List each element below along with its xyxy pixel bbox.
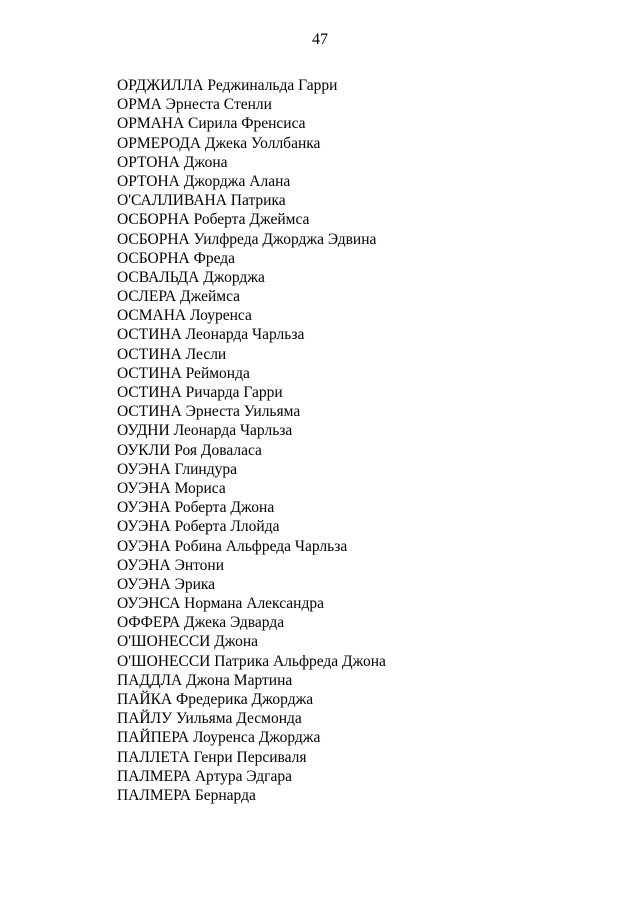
list-item: ПАЛМЕРА Артура Эдгара [117,767,293,785]
list-item: ОРМА Эрнеста Стенли [117,96,272,114]
list-item: ОУЭНСА Нормана Александра [117,595,324,613]
list-item: ОУЭНА Энтони [117,556,225,574]
list-item: О'САЛЛИВАНА Патрика [117,192,286,210]
list-item: ПАДДЛА Джона Мартина [117,671,293,689]
list-item: ОУЭНА Мориса [117,479,226,497]
page-number: 47 [312,31,328,48]
list-item: ПАЙПЕРА Лоуренса Джорджа [117,729,321,747]
list-item: О'ШОНЕССИ Джона [117,633,259,651]
list-item: ПАЙЛУ Уильяма Десмонда [117,710,302,728]
list-item: ОУЭНА Роберта Джона [117,499,275,517]
list-item: ОСВАЛЬДА Джорджа [117,268,265,286]
list-item: ОУЭНА Эрика [117,575,216,593]
list-item: ОСМАНА Лоуренса [117,307,252,325]
list-item: ОРТОНА Джорджа Алана [117,172,291,190]
list-item: ОСБОРНА Фреда [117,249,236,267]
list-item: ПАЛЛЕТА Генри Персиваля [117,748,307,766]
list-item: ОУКЛИ Роя Доваласа [117,441,262,459]
list-item: ОРМЕРОДА Джека Уоллбанка [117,134,321,152]
list-item: ОФФЕРА Джека Эдварда [117,614,285,632]
list-item: ОРДЖИЛЛА Реджинальда Гарри [117,77,338,94]
list-item: ОСБОРНА Роберта Джеймса [117,211,310,229]
list-item: О'ШОНЕССИ Патрика Альфреда Джона [117,652,386,670]
list-item: ОУДНИ Леонарда Чарльза [117,422,293,440]
list-item: ОУЭНА Глиндура [117,460,237,478]
list-item: ПАЙКА Фредерика Джорджа [117,691,314,708]
name-list [117,76,386,805]
list-item: ОУЭНА Роберта Ллойда [117,518,280,536]
list-item: ОРМАНА Сирила Френсиса [117,115,306,133]
list-item: ОУЭНА Робина Альфреда Чарльза [117,537,348,555]
list-item: ОСЛЕРА Джеймса [117,288,241,306]
list-item: ОСТИНА Леонарда Чарльза [117,326,305,344]
list-item: ОСТИНА Эрнеста Уильяма [117,403,301,421]
list-item: ОСТИНА Реймонда [117,364,250,382]
list-item: ПАЛМЕРА Бернарда [117,786,256,804]
list-item: ОСБОРНА Уилфреда Джорджа Эдвина [117,230,377,248]
list-item: ОРТОНА Джона [117,153,228,171]
list-item: ОСТИНА Ричарда Гарри [117,384,283,401]
list-item: ОСТИНА Лесли [117,345,227,363]
